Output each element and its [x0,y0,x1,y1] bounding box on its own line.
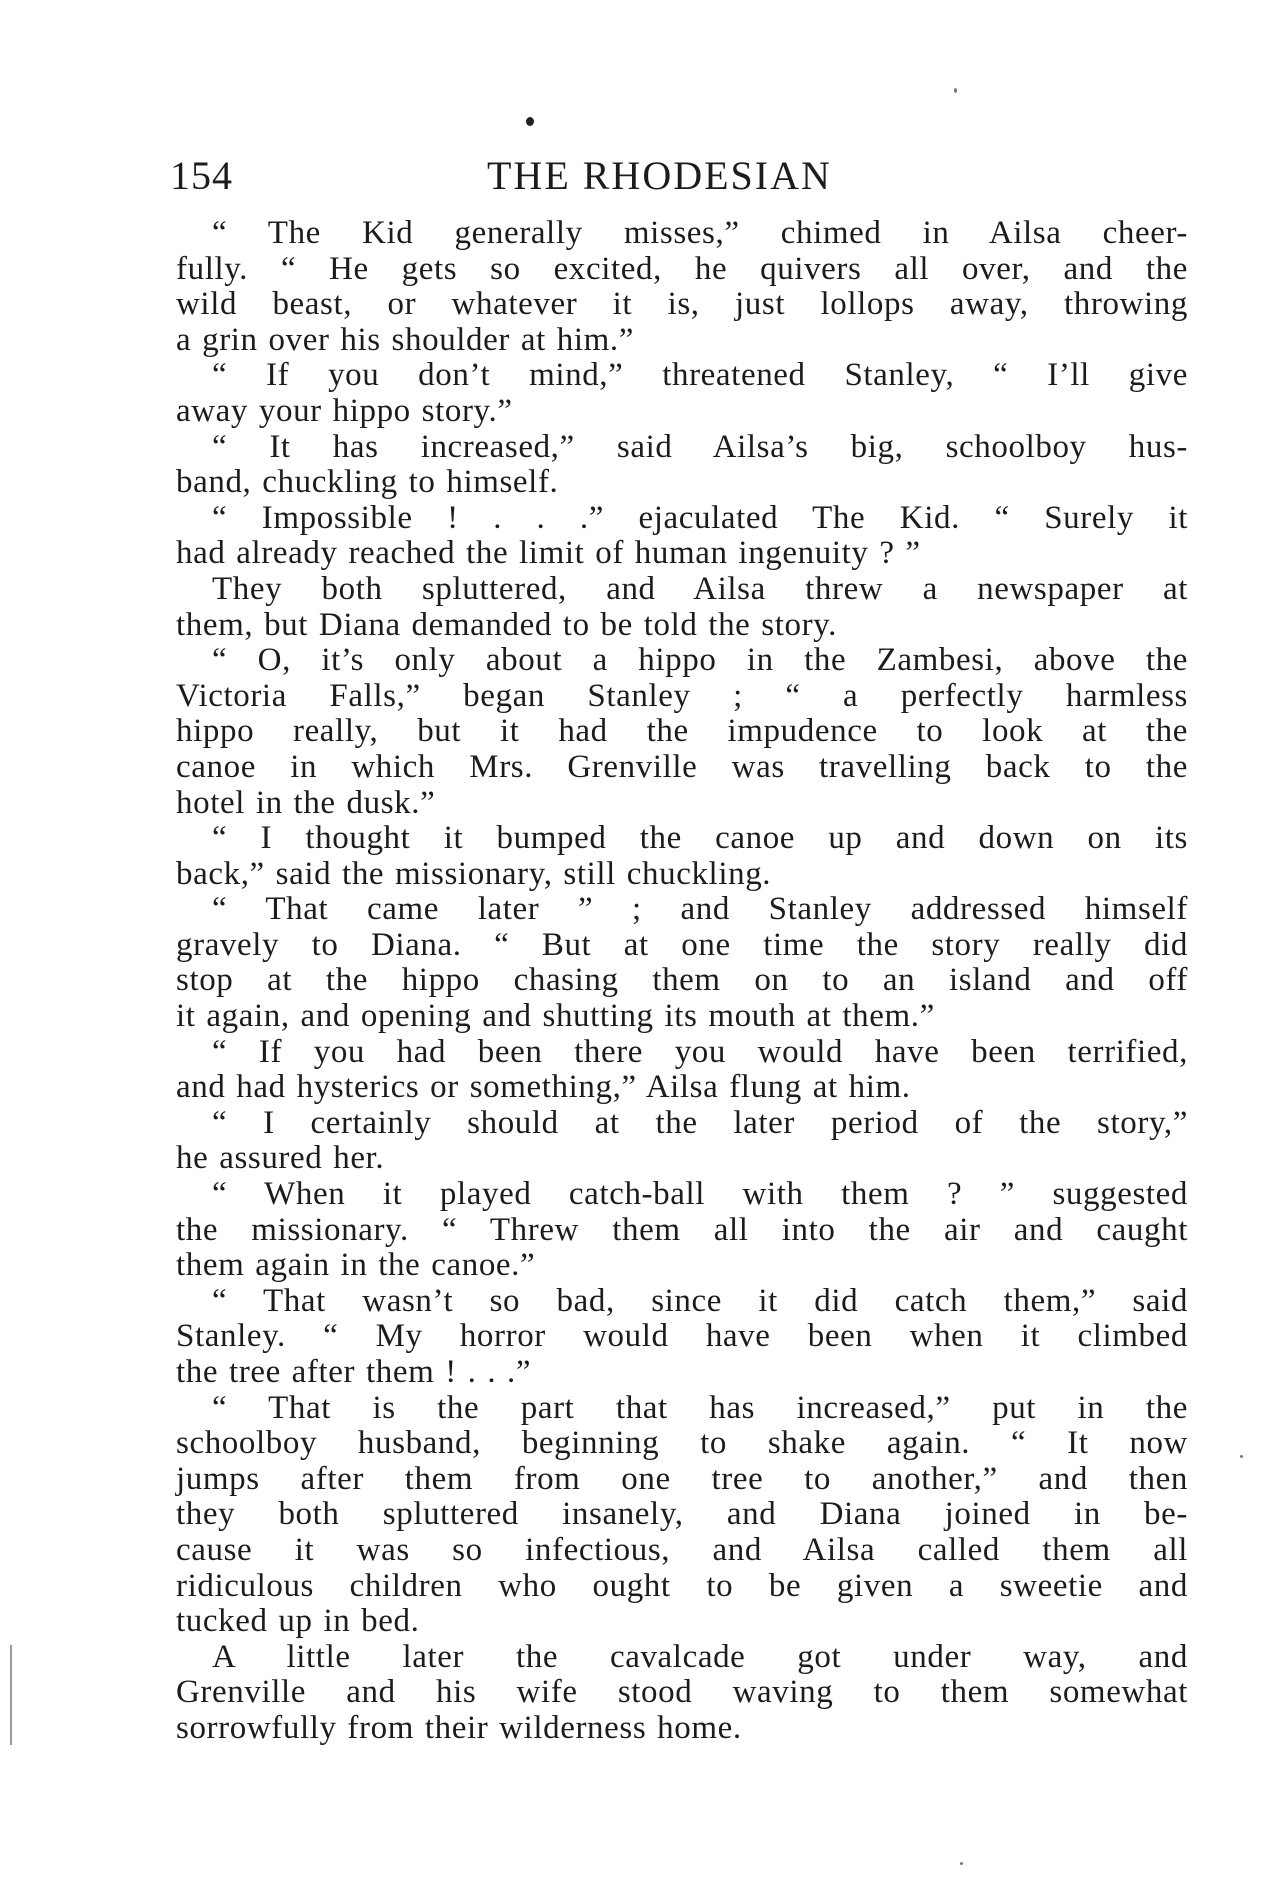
text-line: band, chuckling to himself. [176,464,559,501]
running-head: THE RHODESIAN [487,153,832,198]
text-line: “ O, it’s only about a hippo in the Zambesi, above the [212,642,1188,679]
margin-mark [10,1645,12,1745]
text-line: cause it was so infectious, and Ailsa called them all [176,1531,1188,1568]
text-line: “ That wasn’t so bad, since it did catch them,” said [212,1282,1188,1319]
text-line: wild beast, or whatever it is, just lollops away, throwing [176,286,1188,323]
text-line: he assured her. [176,1140,385,1177]
text-line: “ That came later ” ; and Stanley addressed himself [212,891,1188,928]
text-line: “ If you don’t mind,” threatened Stanley, “ I’ll give [212,357,1188,394]
ink-speck [960,1862,963,1865]
text-line: them again in the canoe.” [176,1247,536,1284]
text-line: ridiculous children who ought to be given a sweetie and [176,1567,1188,1604]
text-line: hotel in the dusk.” [176,784,436,821]
text-line: “ When it played catch-ball with them ? ” suggested [212,1176,1188,1213]
text-line: A little later the cavalcade got under way, and [212,1638,1188,1675]
text-line: the tree after them ! . . .” [176,1354,532,1390]
text-line: schoolboy husband, beginning to shake again. “ It now [176,1425,1188,1462]
text-line: it again, and opening and shutting its mouth at them.” [176,998,935,1035]
text-line: away your hippo story.” [176,392,513,429]
text-line: jumps after them from one tree to another,” and then [176,1460,1188,1497]
text-line: “ It has increased,” said Ailsa’s big, schoolboy hus- [212,428,1188,465]
text-line: and had hysterics or something,” Ailsa flung at him. [176,1069,911,1106]
text-line: Victoria Falls,” began Stanley ; “ a perfectly harmless [176,677,1188,714]
body-text [176,216,1188,1747]
text-line: “ I thought it bumped the canoe up and down on its [212,820,1188,857]
text-line: canoe in which Mrs. Grenville was travelling back to the [176,748,1188,785]
text-line: back,” said the missionary, still chuckling. [176,855,772,892]
page-number: 154 [170,153,233,198]
ink-speck [954,88,957,93]
text-line: “ Impossible ! . . .” ejaculated The Kid. “ Surely it [212,499,1188,536]
text-line: had already reached the limit of human ingenuity ? ” [176,535,921,572]
text-line: sorrowfully from their wilderness home. [176,1709,742,1746]
text-line: fully. “ He gets so excited, he quivers all over, and the [176,250,1188,287]
text-line: them, but Diana demanded to be told the story. [176,606,837,643]
text-line: “ The Kid generally misses,” chimed in Ailsa cheer- [212,215,1188,251]
text-line: They both spluttered, and Ailsa threw a newspaper at [212,570,1188,607]
page-header [170,152,1170,212]
text-line: “ I certainly should at the later period of the story,” [212,1104,1188,1141]
ink-speck [1240,1455,1243,1458]
text-line: hippo really, but it had the impudence to look at the [176,713,1188,750]
text-line: the missionary. “ Threw them all into the air and caught [176,1211,1188,1248]
text-line: gravely to Diana. “ But at one time the story really did [176,926,1188,963]
ink-dot [526,117,534,126]
text-line: Grenville and his wife stood waving to them somewhat [176,1674,1188,1711]
text-line: a grin over his shoulder at him.” [176,321,634,358]
text-line: Stanley. “ My horror would have been when it climbed [176,1318,1188,1355]
text-line: “ If you had been there you would have been terrified, [212,1033,1188,1070]
text-line: they both spluttered insanely, and Diana joined in be- [176,1496,1188,1533]
text-line: stop at the hippo chasing them on to an island and off [176,962,1188,999]
text-line: “ That is the part that has increased,” put in the [212,1389,1188,1426]
text-line: tucked up in bed. [176,1603,420,1640]
